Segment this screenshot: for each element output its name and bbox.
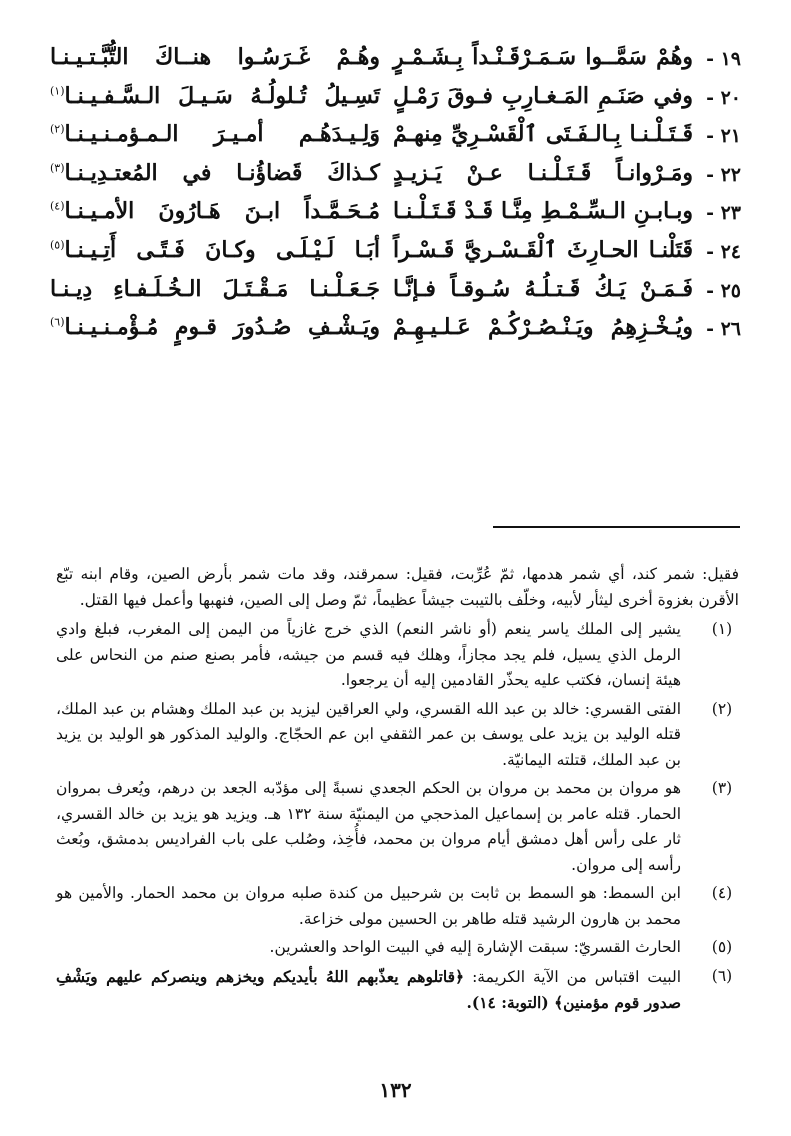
verse [50, 274, 741, 313]
footnote [56, 881, 739, 932]
verse-number: ٢١ - [706, 125, 741, 148]
quran-quote: ﴿قاتلوهم يعذّبهم اللهُ بأيديكم ويخزهم وينصركم عليهم ويَشْفِ صدور قوم مؤمنين﴾ [56, 966, 681, 1012]
footnote-text: هو مروان بن محمد بن مروان بن الحكم الجعدي نسبةً إلى مؤدّبه الجعد بن درهم، ويُعرف بمروان الحمار. قتله عامر بن إسماعيل المذحجي من اليمنيّة سنة ١٣٢ هـ. ويزيد هو يزيد بن خالد القسري، ثار على رأس أهل دمشق أيام مروان بن محمد، فأُخِذ، وصُلب على باب الفراديس بدمشق، وبُعث رأسه إلى مروان. [56, 779, 682, 874]
quran-reference: (التوبة: ١٤). [466, 993, 555, 1012]
verse-number: ٢٠ - [706, 86, 741, 109]
footnote-number: (٥) [711, 938, 733, 956]
hemistich-text: وَلِـيـدَهُـم أمـيـرَ الـمـؤمـنـيـنـا [64, 121, 380, 148]
verse [50, 42, 741, 81]
verse-first-hemistich: وبـابـنِ الـسِّـمْـطِ مِنَّـا قَـدْ قَـتَـلْـنـا [393, 198, 693, 225]
footnote-text: يشير إلى الملك ياسر ينعم (أو ناشر النعم) الذي خرج غازياً من اليمن إلى المغرب، فبلغ وادي الرمل الذي يسيل، فلم يجد مجازاً، وهلك فيه قسم من جيشه، فأمر بصنع صنم من النحاس على هيئة إنسان، فكتب عليه يحذّر القادمين إليه أن يرجعوا. [56, 620, 681, 689]
verse [50, 158, 741, 197]
footnote-text: الحارث القسريّ: سبقت الإشارة إليه في البيت الواحد والعشرين. [269, 938, 681, 956]
verse-first-hemistich: وهُمْ سَمَّــوا سَـمَـرْقَـنْـداً بِـشَـمْـرٍ [393, 44, 693, 70]
footnote-text: الفتى القسري: خالد بن عبد الله القسري، ولي العراقين ليزيد بن عبد الملك وهشام بن عبد الملك، قتله الوليد بن يزيد على يوسف بن عمر الثقفي ابن عم الحجّاج. والوليد المذكور هو الوليد بن يزيد بن عبد الملك، قتلته اليمانيّة. [56, 699, 681, 769]
footnote-number: (٤) [711, 884, 733, 902]
verse-first-hemistich: قَـتَـلْـنـا بِـالـفَـتَى ٱلْقَسْـرِيِّ مِنهـمْ [393, 121, 693, 148]
footnote-marker: (٢) [50, 122, 65, 136]
verse-number: ٢٥ - [706, 279, 741, 302]
footnote-marker: (٣) [50, 161, 65, 175]
verse-second-hemistich [50, 160, 380, 186]
verse-first-hemistich: وفي صَنَـمِ المَـغـارِبِ فـوقَ رَمْـلٍ [393, 82, 693, 109]
verse-first-hemistich: ويُـخْـزِهِمُ ويَـنْـصُـرْكُـمْ عَـلـيـهِـمْ [393, 314, 693, 341]
footnote-marker: (١) [50, 84, 65, 98]
hemistich-text: ويَـشْـفِ صُـدُورَ قـومٍ مُـؤْمـنـيـنـا [64, 314, 380, 341]
footnote-marker: (٦) [50, 315, 65, 329]
footnote [56, 935, 739, 961]
footnote-marker: (٥) [50, 238, 65, 252]
verse-number: ٢٦ - [706, 318, 741, 341]
footnote-number: (١) [711, 620, 733, 638]
footnote-separator [493, 526, 740, 528]
page-number: ١٣٢ [379, 1078, 412, 1102]
verse-second-hemistich [50, 121, 380, 147]
verse [50, 119, 741, 158]
verse-first-hemistich: ومَـرْوانـاً قَـتَـلْـنـا عـنْ يَـزيـدٍ [393, 159, 693, 186]
footnote-text: ابن السمط: هو السمط بن ثابت بن شرحبيل من كندة صلبه مروان بن محمد الحمار. والأمين هو محمد بن هارون الرشيد قتله طاهر بن الحسين مولى خزاعة. [56, 884, 681, 928]
hemistich-text: وهُـمْ غَـرَسُـوا هنــاكَ التُّبَّـتـيـنـا [50, 44, 380, 70]
verse-number: ٢٣ - [706, 202, 741, 225]
hemistich-text: جَـعَـلْـنـا مَـقْـتَـلَ الـخُـلَـفـاءِ دِيـنـا [50, 275, 380, 302]
footnote-intro: البيت اقتباس من الآية الكريمة: [464, 967, 681, 986]
hemistich-text: تَسِـيلُ تُـلولُـهُ سَـيـلَ الـسَّـفـيـنـا [64, 82, 380, 109]
footnote-number: (٢) [711, 699, 733, 718]
footnote [56, 776, 739, 878]
footnote-number: (٦) [711, 966, 733, 985]
verse [50, 235, 741, 274]
verse-second-hemistich [50, 314, 380, 340]
hemistich-text: مُـحَـمَّـداً ابـنَ هَـارُونَ الأمـيـنـا [64, 198, 380, 225]
verse [50, 81, 741, 120]
footnote-text [56, 964, 681, 1017]
verse-second-hemistich [50, 237, 380, 263]
verse-second-hemistich [50, 198, 380, 224]
verse-second-hemistich [50, 83, 380, 109]
hemistich-text: كـذاكَ قَضاؤُنـا في المُعتـدِيـنـا [64, 159, 380, 186]
hemistich-text: أبَـا لَـيْـلَـى وكـانَ فَـتًـى أَتِـيـنـا [64, 236, 380, 263]
verse [50, 196, 741, 235]
poem [50, 42, 741, 351]
footnote-marker: (٤) [50, 200, 65, 214]
verse-number: ٢٤ - [706, 240, 741, 263]
footnote [56, 697, 739, 774]
footnote [56, 964, 739, 1017]
footnotes [56, 562, 739, 1020]
verse-number: ١٩ - [706, 48, 741, 70]
verse-second-hemistich [50, 276, 380, 302]
verse-second-hemistich [50, 44, 380, 70]
verse [50, 312, 741, 351]
verse-number: ٢٢ - [706, 163, 741, 186]
footnote-number: (٣) [711, 779, 733, 797]
footnote-continuation: فقيل: شمر كند، أي شمر هدمها، ثمّ عُرِّبت، فقيل: سمرقند، وقد مات شمر بأرض الصين، وقام ابنه تبّع الأقرن بغزوة أخرى ليثأر لأبيه، وخلّف بالتيبت جيشاً عظيماً، ثمّ وصل إلى الصين، فنهبها وأعمل فيها القتل. [56, 565, 739, 609]
verse-first-hemistich: قَتَلْنـا الحـارِثَ ٱلْقَـسْـريَّ قَـسْـراً [393, 236, 693, 263]
verse-first-hemistich: فَـمَـنْ يَـكُ قَـتـلُـهُ سُـوقـاً فـإنَّـا [393, 275, 693, 302]
footnote [56, 617, 739, 694]
